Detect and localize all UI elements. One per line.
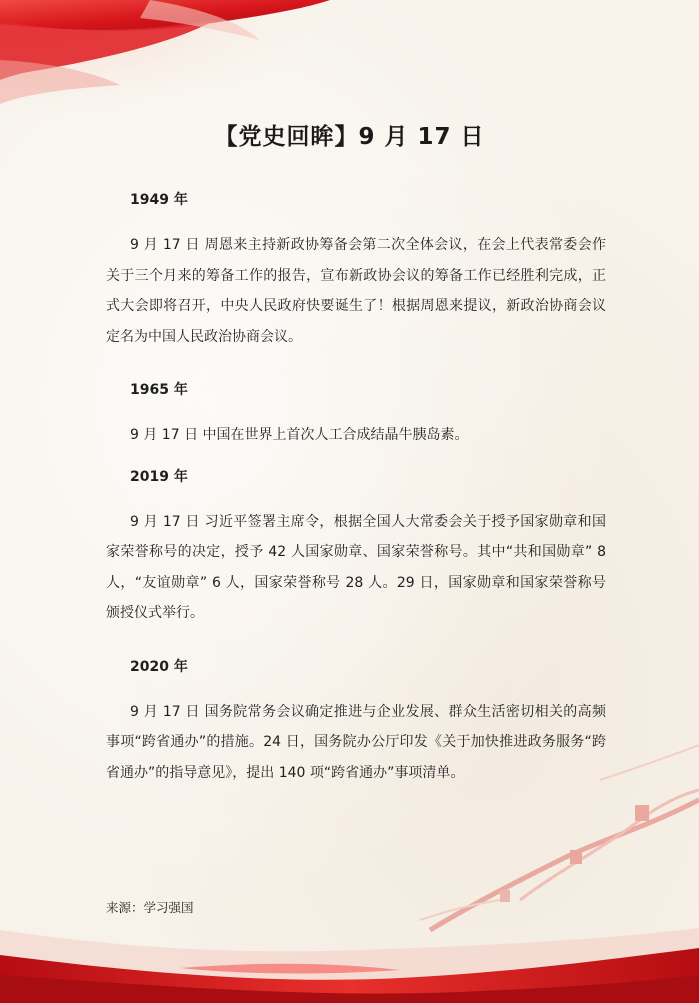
year-heading-2020: 2020 年 (130, 658, 188, 675)
paragraph-2019: 9 月 17 日 习近平签署主席令，根据全国人大常委会关于授予国家勋章和国家荣誉称号的决定，授予 42 人国家勋章、国家荣誉称号。其中“共和国勋章” 8 人，“友谊勋章” 6 人，国家荣誉称号 28 人。29 日，国家勋章和国家荣誉称号颁授仪式举行。 (106, 513, 606, 621)
paragraph-1949: 9 月 17 日 周恩来主持新政协筹备会第二次全体会议，在会上代表常委会作关于三个月来的筹备工作的报告，宣布新政协会议的筹备工作已经胜利完成，正式大会即将召开，中央人民政府快要诞生了！根据周恩来提议，新政治协商会议定名为中国人民政治协商会议。 (106, 237, 606, 345)
article-body (106, 186, 606, 788)
year-heading-2019: 2019 年 (130, 468, 188, 485)
year-heading-1965: 1965 年 (130, 382, 188, 398)
page-title: 【党史回眸】9 月 17 日 (214, 124, 485, 150)
year-heading-1949: 1949 年 (130, 192, 188, 208)
source-attribution: 来源：学习强国 (106, 900, 194, 915)
paragraph-1965: 9 月 17 日 中国在世界上首次人工合成结晶牛胰岛素。 (130, 427, 469, 443)
paragraph-2020: 9 月 17 日 国务院常务会议确定推进与企业发展、群众生活密切相关的高频事项“跨省通办”的措施。24 日，国务院办公厅印发《关于加快推进政务服务“跨省通办”的指导意见》，提出 140 项“跨省通办”事项清单。 (106, 703, 606, 781)
